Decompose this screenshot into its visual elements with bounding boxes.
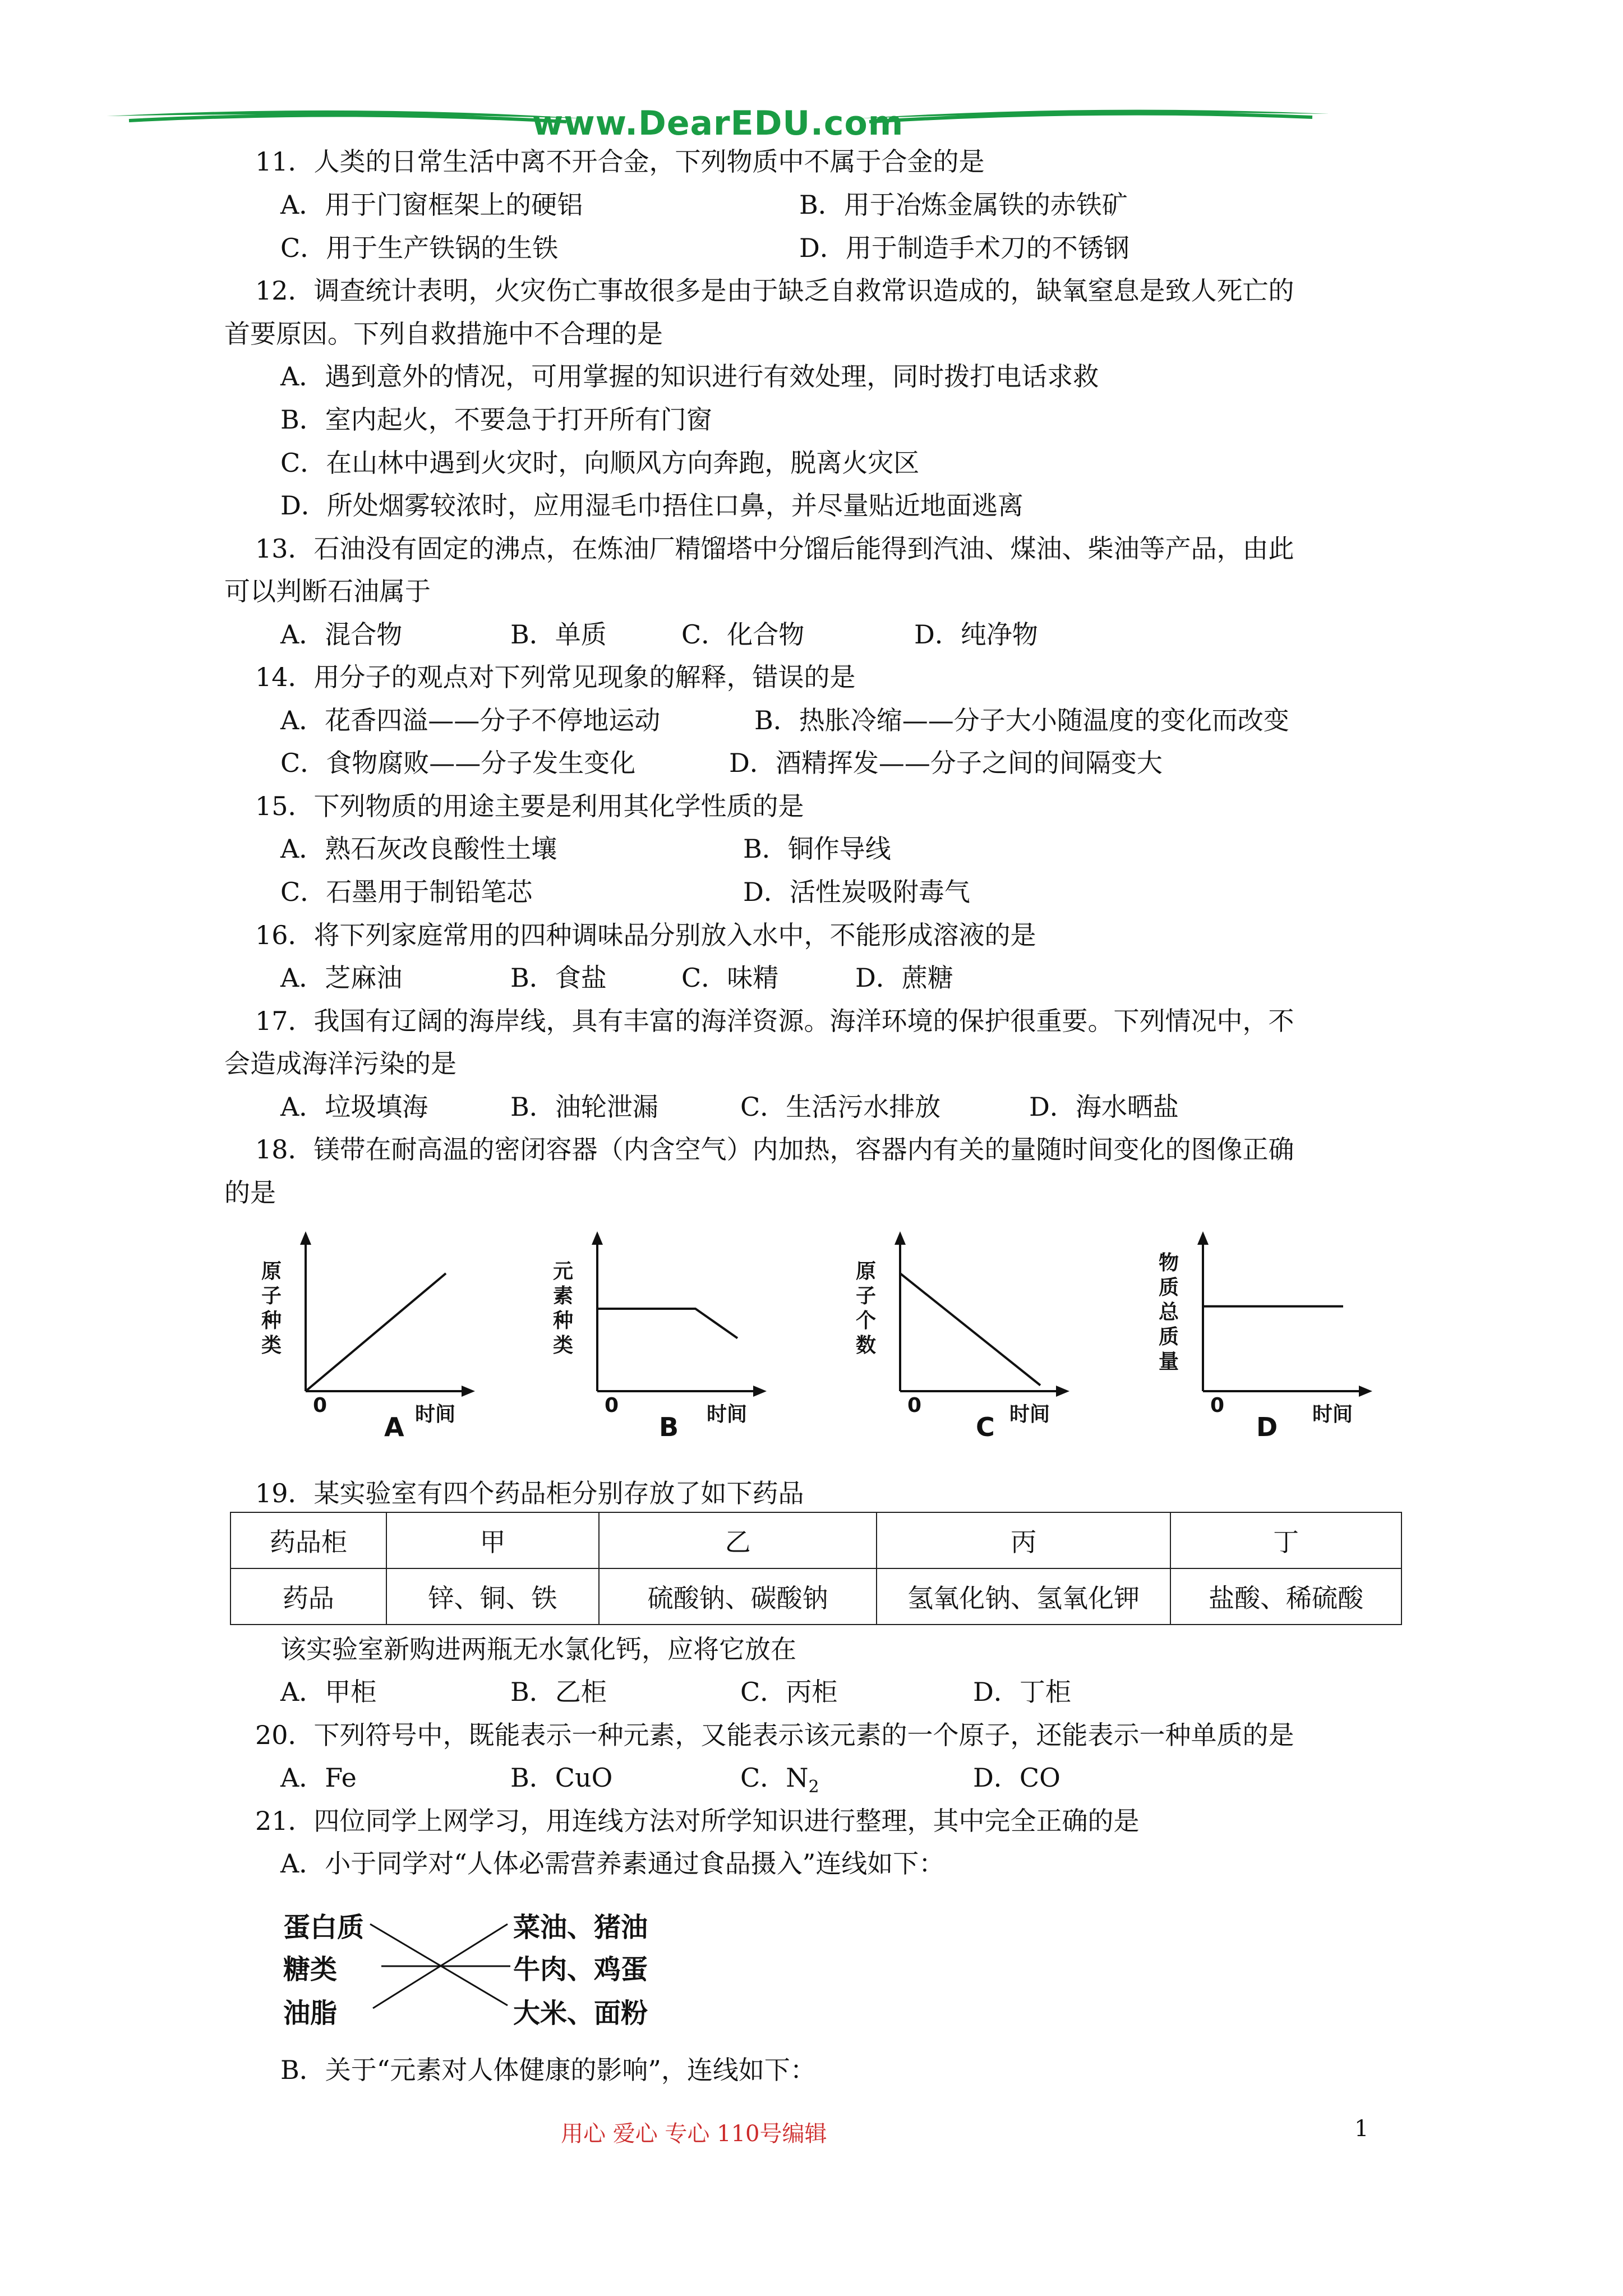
series-line bbox=[306, 1273, 446, 1391]
y-axis-arrow-icon bbox=[1197, 1231, 1209, 1245]
q17-stem-line2: 会造成海洋污染的是 bbox=[224, 1048, 457, 1079]
q13-option-a: A．混合物 bbox=[280, 619, 403, 650]
q17-option-b: B．油轮泄漏 bbox=[510, 1092, 658, 1122]
q16-option-a: A．芝麻油 bbox=[280, 963, 403, 993]
y-axis-arrow-icon bbox=[300, 1231, 311, 1245]
q12-stem-line2: 首要原因。下列自救措施中不合理的是 bbox=[224, 319, 663, 349]
q16-option-c: C．味精 bbox=[681, 963, 779, 993]
table-cell: 乙 bbox=[599, 1512, 877, 1568]
chart-d-plot bbox=[1155, 1226, 1402, 1405]
q20-option-c bbox=[740, 1761, 819, 1804]
chart-c bbox=[852, 1226, 1099, 1444]
q14-stem: 14．用分子的观点对下列常见现象的解释，错误的是 bbox=[255, 662, 856, 692]
page-number: 1 bbox=[1354, 2116, 1369, 2142]
q21-stem: 21．四位同学上网学习，用连线方法对所学知识进行整理，其中完全正确的是 bbox=[255, 1806, 1140, 1836]
matching-lines bbox=[365, 1907, 516, 2019]
q19-option-b: B．乙柜 bbox=[510, 1677, 607, 1707]
q14-option-d: D．酒精挥发——分子之间的间隔变大 bbox=[729, 748, 1163, 778]
q12-stem-line1: 12．调查统计表明，火灾伤亡事故很多是由于缺乏自救常识造成的，缺氧窒息是致人死亡的 bbox=[255, 275, 1294, 306]
series-line bbox=[900, 1273, 1040, 1386]
chart-b-ylabel: 元素种类 bbox=[552, 1260, 573, 1357]
chart-b bbox=[550, 1226, 796, 1444]
table-cell: 盐酸、稀硫酸 bbox=[1170, 1568, 1401, 1625]
q17-option-c: C．生活污水排放 bbox=[740, 1092, 941, 1122]
table-cell: 氢氧化钠、氢氧化钾 bbox=[877, 1568, 1170, 1625]
q17-stem-line1: 17．我国有辽阔的海岸线，具有丰富的海洋资源。海洋环境的保护很重要。下列情况中，不 bbox=[255, 1006, 1294, 1036]
chart-b-xlabel: 时间 bbox=[707, 1403, 748, 1426]
chart-d-xlabel: 时间 bbox=[1312, 1403, 1353, 1426]
match-left-protein: 蛋白质 bbox=[283, 1912, 365, 1943]
q21-option-a: A．小于同学对“人体必需营养素通过食品摄入”连线如下： bbox=[280, 1848, 945, 1879]
table-cell: 丙 bbox=[877, 1512, 1170, 1568]
q17-option-a: A．垃圾填海 bbox=[280, 1092, 428, 1122]
series-line bbox=[597, 1309, 737, 1338]
chart-c-origin: 0 bbox=[907, 1394, 922, 1417]
q20-option-c-text: C．N bbox=[740, 1763, 809, 1793]
table-cell: 药品 bbox=[230, 1568, 386, 1625]
q18-stem-line2: 的是 bbox=[224, 1177, 276, 1208]
q15-option-b: B．铜作导线 bbox=[743, 834, 891, 864]
y-axis-arrow-icon bbox=[592, 1231, 603, 1245]
q15-option-c: C．石墨用于制铅笔芯 bbox=[280, 877, 533, 907]
q11-option-b: B．用于冶炼金属铁的赤铁矿 bbox=[799, 190, 1128, 220]
q20-option-a: A．Fe bbox=[280, 1763, 357, 1793]
q15-stem: 15．下列物质的用途主要是利用其化学性质的是 bbox=[255, 791, 804, 821]
q19-option-a: A．甲柜 bbox=[280, 1677, 377, 1707]
q18-stem-line1: 18．镁带在耐高温的密闭容器（内含空气）内加热，容器内有关的量随时间变化的图像正确 bbox=[255, 1134, 1294, 1165]
q15-option-d: D．活性炭吸附毒气 bbox=[743, 877, 970, 907]
chart-a bbox=[258, 1226, 505, 1444]
q11-stem: 11．人类的日常生活中离不开合金，下列物质中不属于合金的是 bbox=[255, 146, 985, 177]
match-right-meat: 牛肉、鸡蛋 bbox=[513, 1954, 648, 1985]
chart-c-xlabel: 时间 bbox=[1009, 1403, 1050, 1426]
q11-option-a: A．用于门窗框架上的硬铝 bbox=[280, 190, 583, 220]
chart-b-title: B bbox=[659, 1412, 679, 1442]
q14-option-c: C．食物腐败——分子发生变化 bbox=[280, 748, 636, 778]
q14-option-b: B．热胀冷缩——分子大小随温度的变化而改变 bbox=[754, 705, 1289, 735]
q13-option-c: C．化合物 bbox=[681, 619, 805, 650]
q20-option-d: D．CO bbox=[973, 1763, 1061, 1793]
x-axis-arrow-icon bbox=[1056, 1386, 1069, 1397]
table-header-row bbox=[230, 1512, 1401, 1568]
q12-option-d: D．所处烟雾较浓时，应用湿毛巾捂住口鼻，并尽量贴近地面逃离 bbox=[280, 490, 1023, 521]
q16-stem: 16．将下列家庭常用的四种调味品分别放入水中，不能形成溶液的是 bbox=[255, 920, 1036, 950]
q19-stem-line2: 该实验室新购进两瓶无水氯化钙，应将它放在 bbox=[280, 1634, 796, 1664]
x-axis-arrow-icon bbox=[462, 1386, 475, 1397]
q16-option-b: B．食盐 bbox=[510, 963, 607, 993]
chart-d-ylabel: 物质总质量 bbox=[1158, 1251, 1179, 1373]
chart-a-xlabel: 时间 bbox=[415, 1403, 456, 1426]
q11-option-d: D．用于制造手术刀的不锈钢 bbox=[799, 233, 1129, 263]
q15-option-a: A．熟石灰改良酸性土壤 bbox=[280, 834, 557, 864]
q12-option-c: C．在山林中遇到火灾时，向顺风方向奔跑，脱离火灾区 bbox=[280, 448, 920, 478]
q16-option-d: D．蔗糖 bbox=[855, 963, 953, 993]
chart-c-ylabel: 原子个数 bbox=[855, 1260, 876, 1357]
chart-d-title: D bbox=[1256, 1412, 1278, 1442]
chart-a-plot bbox=[258, 1226, 505, 1405]
match-left-sugar: 糖类 bbox=[283, 1954, 338, 1985]
q13-stem-line1: 13．石油没有固定的沸点，在炼油厂精馏塔中分馏后能得到汽油、煤油、柴油等产品，由此 bbox=[255, 533, 1294, 564]
table-cell: 甲 bbox=[386, 1512, 600, 1568]
chart-b-plot bbox=[550, 1226, 796, 1405]
x-axis-arrow-icon bbox=[1359, 1386, 1372, 1397]
q20-stem: 20．下列符号中，既能表示一种元素，又能表示该元素的一个原子，还能表示一种单质的是 bbox=[255, 1720, 1294, 1750]
q12-option-b: B．室内起火，不要急于打开所有门窗 bbox=[280, 404, 712, 435]
chart-d-origin: 0 bbox=[1210, 1394, 1225, 1417]
q11-option-c: C．用于生产铁锅的生铁 bbox=[280, 233, 559, 263]
match-right-oil: 菜油、猪油 bbox=[513, 1912, 648, 1943]
q13-option-b: B．单质 bbox=[510, 619, 607, 650]
drug-cabinet-table bbox=[230, 1512, 1402, 1625]
q19-stem: 19．某实验室有四个药品柜分别存放了如下药品 bbox=[255, 1478, 804, 1508]
match-left-fat: 油脂 bbox=[283, 1998, 338, 2029]
chart-b-origin: 0 bbox=[605, 1394, 619, 1417]
table-cell: 硫酸钠、碳酸钠 bbox=[599, 1568, 877, 1625]
q17-option-d: D．海水晒盐 bbox=[1029, 1092, 1179, 1122]
q20-option-c-subscript: 2 bbox=[808, 1777, 819, 1797]
chart-a-origin: 0 bbox=[313, 1394, 328, 1417]
footer-editor-note: 用心 爱心 专心 110号编辑 bbox=[561, 2121, 827, 2147]
table-row bbox=[230, 1568, 1401, 1625]
chart-d bbox=[1155, 1226, 1402, 1444]
site-header-banner bbox=[107, 104, 1329, 149]
table-cell: 锌、铜、铁 bbox=[386, 1568, 600, 1625]
chart-a-title: A bbox=[384, 1412, 404, 1442]
q14-option-a: A．花香四溢——分子不停地运动 bbox=[280, 705, 661, 735]
table-cell: 丁 bbox=[1170, 1512, 1401, 1568]
q13-option-d: D．纯净物 bbox=[914, 619, 1038, 650]
q20-option-b: B．CuO bbox=[510, 1763, 613, 1793]
q12-option-a: A．遇到意外的情况，可用掌握的知识进行有效处理，同时拨打电话求救 bbox=[280, 361, 1099, 392]
q13-stem-line2: 可以判断石油属于 bbox=[224, 576, 431, 606]
x-axis-arrow-icon bbox=[753, 1386, 767, 1397]
q19-option-d: D．丁柜 bbox=[973, 1677, 1071, 1707]
chart-c-title: C bbox=[976, 1412, 995, 1442]
chart-c-plot bbox=[852, 1226, 1099, 1405]
q21-option-b: B．关于“元素对人体健康的影响”，连线如下： bbox=[280, 2055, 816, 2085]
y-axis-arrow-icon bbox=[895, 1231, 906, 1245]
site-url: www.DearEDU.com bbox=[532, 104, 904, 143]
table-cell: 药品柜 bbox=[230, 1512, 386, 1568]
match-right-grain: 大米、面粉 bbox=[513, 1998, 648, 2029]
chart-a-ylabel: 原子种类 bbox=[261, 1260, 282, 1357]
q19-option-c: C．丙柜 bbox=[740, 1677, 838, 1707]
